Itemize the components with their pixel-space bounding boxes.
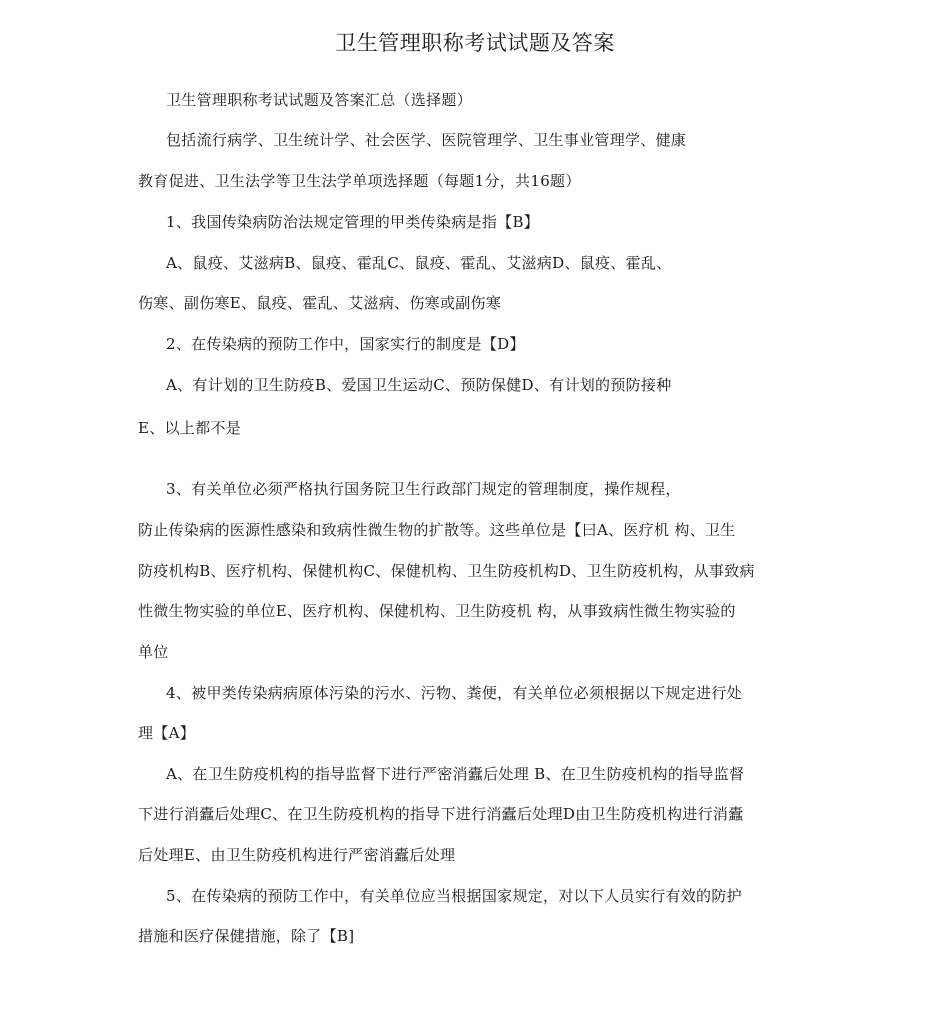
question-line: 理【A】 <box>138 724 196 742</box>
paragraph-line: 包括流行病学、卫生统计学、社会医学、医院管理学、卫生事业管理学、健康 <box>166 131 687 149</box>
question-line: 措施和医疗保健措施，除了【B] <box>138 927 355 945</box>
question-line: 5、在传染病的预防工作中，有关单位应当根据国家规定，对以下人员实行有效的防护 <box>166 887 742 905</box>
option-line: 后处理E、由卫生防疫机构进行严密消蠹后处理 <box>138 846 456 864</box>
paragraph-line: 教育促进、卫生法学等卫生法学单项选择题（每题1分，共16题） <box>138 172 581 190</box>
option-line: 下进行消蠹后处理C、在卫生防疫机构的指导下进行消蠹后处理D由卫生防疫机构进行消蠹 <box>138 805 744 823</box>
question-line: 1、我国传染病防治法规定管理的甲类传染病是指【B】 <box>166 213 540 231</box>
option-line: A、在卫生防疫机构的指导监督下进行严密消蠹后处理 B、在卫生防疫机构的指导监督 <box>166 765 745 783</box>
option-line: 伤寒、副伤寒E、鼠疫、霍乱、艾滋病、伤寒或副伤寒 <box>138 294 502 312</box>
option-line: 性微生物实验的单位E、医疗机构、保健机构、卫生防疫机 构，从事致病性微生物实验的 <box>138 602 736 620</box>
option-line: A、鼠疫、艾滋病B、鼠疫、霍乱C、鼠疫、霍乱、艾滋病D、鼠疫、霍乱、 <box>166 254 672 272</box>
option-line: 防疫机构B、医疗机构、保健机构C、保健机构、卫生防疫机构D、卫生防疫机构，从事致病 <box>138 562 755 580</box>
question-line: 防止传染病的医源性感染和致病性微生物的扩散等。这些单位是【曰A、医疗机 构、卫生 <box>138 521 736 539</box>
question-line: 3、有关单位必须严格执行国务院卫生行政部门规定的管理制度，操作规程， <box>166 480 681 498</box>
option-line: 单位 <box>138 643 169 661</box>
option-line: E、以上都不是 <box>138 419 242 437</box>
document-title: 卫生管理职称考试试题及答案 <box>335 31 615 55</box>
option-line: A、有计划的卫生防疫B、爱国卫生运动C、预防保健D、有计划的预防接种 <box>166 376 672 394</box>
question-line: 2、在传染病的预防工作中，国家实行的制度是【D】 <box>166 335 525 353</box>
question-line: 4、被甲类传染病病原体污染的污水、污物、粪便，有关单位必须根据以下规定进行处 <box>166 684 742 702</box>
subtitle-line: 卫生管理职称考试试题及答案汇总（选择题） <box>166 91 473 109</box>
